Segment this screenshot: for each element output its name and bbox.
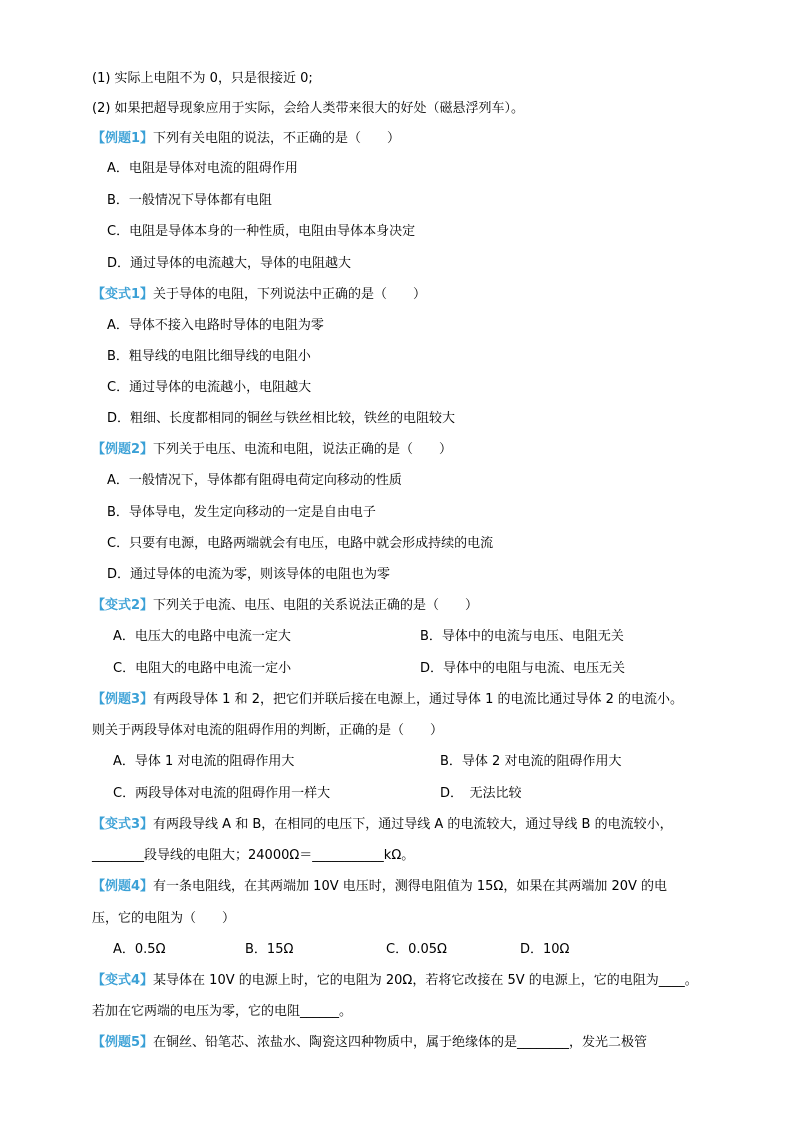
example-2-stem: 下列关于电压、电流和电阻，说法正确的是（ ）: [153, 442, 453, 457]
example-1-option-a: A．电阻是导体对电流的阻碍作用: [107, 161, 298, 176]
variant-2-tag: 【变式2】: [92, 598, 154, 613]
variant-2-option-d: D．导体中的电阻与电流、电压无关: [420, 661, 626, 676]
example-4-option-c: C．0.05Ω: [386, 942, 447, 957]
example-2-option-d: D．通过导体的电流为零，则该导体的电阻也为零: [107, 567, 391, 582]
variant-2-option-b: B．导体中的电流与电压、电阻无关: [420, 629, 624, 644]
example-1-stem: 下列有关电阻的说法，不正确的是（ ）: [153, 131, 401, 146]
example-3-option-d: D． 无法比较: [440, 786, 522, 801]
variant-4-stem-1: 某导体在 10V 的电源上时，它的电阻为 20Ω，若将它改接在 5V 的电源上，它的电阻为____。: [153, 973, 698, 988]
example-5-question: [92, 1035, 647, 1051]
example-1-tag: 【例题1】: [92, 131, 154, 146]
example-3-option-a: A．导体 1 对电流的阻碍作用大: [113, 754, 295, 769]
example-1-option-b: B．一般情况下导体都有电阻: [107, 193, 272, 208]
variant-1-option-b: B．粗导线的电阻比细导线的电阻小: [107, 349, 311, 364]
example-4-option-a: A．0.5Ω: [113, 942, 166, 957]
example-2-option-b: B．导体导电，发生定向移动的一定是自由电子: [107, 505, 376, 520]
example-4-stem-2: 压，它的电阻为（ ）: [92, 911, 236, 926]
example-4-option-b: B．15Ω: [245, 942, 294, 957]
note-1: (1) 实际上电阻不为 0，只是很接近 0;: [92, 71, 313, 86]
example-2-tag: 【例题2】: [92, 442, 154, 457]
example-3-stem-1: 有两段导体 1 和 2，把它们并联后接在电源上，通过导体 1 的电流比通过导体 2 的电流小。: [153, 692, 684, 707]
note-2: (2) 如果把超导现象应用于实际，会给人类带来很大的好处（磁悬浮列车）。: [92, 101, 525, 116]
example-2-option-a: A．一般情况下，导体都有阻碍电荷定向移动的性质: [107, 473, 402, 488]
example-3-tag: 【例题3】: [92, 692, 154, 707]
variant-2-question: [92, 598, 478, 614]
variant-1-option-a: A．导体不接入电路时导体的电阻为零: [107, 318, 324, 333]
example-3-stem-2: 则关于两段导体对电流的阻碍作用的判断，正确的是（ ）: [92, 723, 444, 738]
variant-4-question: [92, 973, 698, 989]
variant-3-question: [92, 817, 673, 833]
example-3-question: [92, 692, 683, 708]
variant-4-tag: 【变式4】: [92, 973, 154, 988]
example-1-option-c: C．电阻是导体本身的一种性质，电阻由导体本身决定: [107, 224, 416, 239]
example-1-question: [92, 131, 400, 147]
variant-2-option-a: A．电压大的电路中电流一定大: [113, 629, 291, 644]
variant-2-stem: 下列关于电流、电压、电阻的关系说法正确的是（ ）: [153, 598, 479, 613]
example-5-stem: 在铜丝、铅笔芯、浓盐水、陶瓷这四种物质中，属于绝缘体的是________，发光二极管: [153, 1035, 648, 1050]
example-2-option-c: C．只要有电源，电路两端就会有电压，电路中就会形成持续的电流: [107, 536, 494, 551]
example-3-option-b: B．导体 2 对电流的阻碍作用大: [440, 754, 622, 769]
variant-3-tag: 【变式3】: [92, 817, 154, 832]
variant-3-stem-2: ________段导线的电阻大；24000Ω＝___________kΩ。: [92, 848, 415, 863]
example-4-tag: 【例题4】: [92, 879, 154, 894]
variant-1-tag: 【变式1】: [92, 287, 154, 302]
variant-1-option-d: D．粗细、长度都相同的铜丝与铁丝相比较，铁丝的电阻较大: [107, 411, 456, 426]
example-4-question: [92, 879, 667, 895]
variant-4-stem-2: 若加在它两端的电压为零，它的电阻______。: [92, 1004, 353, 1019]
example-5-tag: 【例题5】: [92, 1035, 154, 1050]
variant-2-option-c: C．电阻大的电路中电流一定小: [113, 661, 292, 676]
example-4-stem-1: 有一条电阻线，在其两端加 10V 电压时，测得电阻值为 15Ω，如果在其两端加 20V 的电: [153, 879, 668, 894]
variant-1-question: [92, 287, 426, 303]
variant-3-stem-1: 有两段导线 A 和 B，在相同的电压下，通过导线 A 的电流较大，通过导线 B 的电流较小，: [153, 817, 673, 832]
variant-1-option-c: C．通过导体的电流越小，电阻越大: [107, 380, 312, 395]
example-4-option-d: D．10Ω: [520, 942, 570, 957]
example-2-question: [92, 442, 452, 458]
example-3-option-c: C．两段导体对电流的阻碍作用一样大: [113, 786, 331, 801]
example-1-option-d: D．通过导体的电流越大，导体的电阻越大: [107, 256, 352, 271]
variant-1-stem: 关于导体的电阻，下列说法中正确的是（ ）: [153, 287, 427, 302]
